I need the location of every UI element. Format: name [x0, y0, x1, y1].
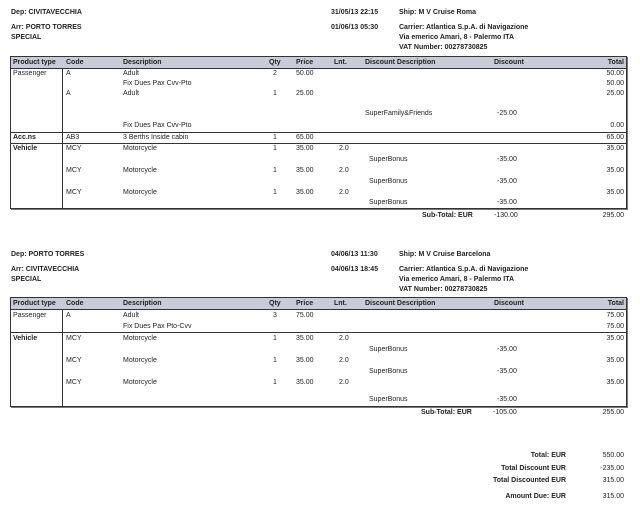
- qty: 1: [273, 189, 277, 196]
- col-discount: Discount: [494, 59, 524, 66]
- subtotal-discount: -105.00: [493, 409, 517, 416]
- qty: 1: [273, 357, 277, 364]
- discount-description: SuperBonus: [369, 346, 408, 353]
- carrier: Carrier: Atlantica S.p.A. di Navigazione: [399, 24, 529, 31]
- discount: -35.00: [497, 396, 517, 403]
- arrival-port: Arr: CIVITAVECCHIA: [11, 266, 80, 273]
- col-discount-description: Discount Description: [365, 300, 436, 307]
- col-product-type: Product type: [13, 59, 56, 66]
- group-divider: [11, 332, 626, 333]
- ship-name: Ship: M V Cruise Barcelona: [399, 251, 491, 258]
- discount: -35.00: [497, 178, 517, 185]
- discount: -35.00: [497, 156, 517, 163]
- description: Motorcycle: [123, 189, 157, 196]
- departure-port: Dep: CIVITAVECCHIA: [11, 9, 82, 16]
- total: 35.00: [606, 357, 624, 364]
- length: 2.0: [339, 167, 349, 174]
- total-label: Total: EUR: [530, 452, 566, 459]
- subtotal-label: Sub-Total: EUR: [422, 212, 473, 219]
- code: A: [66, 90, 71, 97]
- description: Motorcycle: [123, 167, 157, 174]
- code: MCY: [66, 379, 82, 386]
- col-code: Code: [66, 300, 84, 307]
- discount-description: SuperBonus: [369, 396, 408, 403]
- price: 35.00: [296, 379, 314, 386]
- col-total: Total: [607, 59, 624, 66]
- col-code: Code: [66, 59, 84, 66]
- discount-description: SuperBonus: [369, 178, 408, 185]
- items-table: [10, 56, 627, 209]
- discount-description: SuperBonus: [369, 199, 408, 206]
- departure-port: Dep: PORTO TORRES: [11, 251, 85, 258]
- code: MCY: [66, 189, 82, 196]
- price: 50.00: [296, 70, 314, 77]
- table-header: [11, 298, 626, 310]
- product-type: Vehicle: [13, 335, 38, 342]
- total: 0.00: [610, 122, 624, 129]
- price: 35.00: [296, 167, 314, 174]
- discount: -25.00: [497, 110, 517, 117]
- discount-description: SuperBonus: [369, 156, 408, 163]
- column-divider: [62, 69, 63, 208]
- amount-due-value: 315.00: [602, 493, 624, 500]
- qty: 1: [273, 379, 277, 386]
- qty: 1: [273, 90, 277, 97]
- description: Adult: [123, 312, 139, 319]
- description: Adult: [123, 70, 139, 77]
- length: 2.0: [339, 145, 349, 152]
- ship-name: Ship: M V Cruise Roma: [399, 9, 477, 16]
- length: 2.0: [339, 335, 349, 342]
- arrival-time: 01/06/13 05:30: [331, 24, 379, 31]
- qty: 1: [273, 167, 277, 174]
- description: Fix Dues Pax Pto-Cvv: [123, 323, 192, 330]
- price: 35.00: [296, 189, 314, 196]
- product-type: Vehicle: [13, 145, 38, 152]
- discount: -35.00: [497, 199, 517, 206]
- description: 3 Berths Inside cabin: [123, 134, 189, 141]
- col-total: Total: [607, 300, 624, 307]
- description: Motorcycle: [123, 379, 157, 386]
- price: 75.00: [296, 312, 314, 319]
- arrival-time: 04/06/13 18:45: [331, 266, 379, 273]
- price: 35.00: [296, 335, 314, 342]
- qty: 2: [273, 70, 277, 77]
- code: AB3: [66, 134, 80, 141]
- total: 50.00: [606, 70, 624, 77]
- product-type: Acc.ns: [13, 134, 36, 141]
- total-value: 550.00: [602, 452, 624, 459]
- qty: 1: [273, 134, 277, 141]
- price: 35.00: [296, 357, 314, 364]
- description: Motorcycle: [123, 357, 157, 364]
- total: 75.00: [606, 323, 624, 330]
- total: 35.00: [606, 335, 624, 342]
- col-price: Price: [296, 59, 314, 66]
- description: Motorcycle: [123, 335, 157, 342]
- table-header: [11, 57, 626, 69]
- product-type: Passenger: [13, 312, 47, 319]
- price: 25.00: [296, 90, 314, 97]
- qty: 1: [273, 335, 277, 342]
- col-discount-description: Discount Description: [365, 59, 436, 66]
- group-divider: [11, 132, 626, 133]
- discount: -35.00: [497, 346, 517, 353]
- fare-type: SPECIAL: [11, 276, 42, 283]
- discount-description: SuperBonus: [369, 368, 408, 375]
- col-discount: Discount: [494, 300, 524, 307]
- carrier-address: Via emerico Amari, 8 - Palermo ITA: [399, 276, 515, 283]
- price: 35.00: [296, 145, 314, 152]
- code: MCY: [66, 357, 82, 364]
- carrier: Carrier: Atlantica S.p.A. di Navigazione: [399, 266, 529, 273]
- qty: 3: [273, 312, 277, 319]
- price: 65.00: [296, 134, 314, 141]
- description: Fix Dues Pax Cvv-Pto: [123, 80, 192, 87]
- column-divider: [62, 310, 63, 406]
- discount: -35.00: [497, 368, 517, 375]
- total: 35.00: [606, 379, 624, 386]
- total-discount-label: Total Discount EUR: [501, 465, 566, 472]
- departure-time: 04/06/13 11:30: [331, 251, 378, 258]
- subtotal-discount: -130.00: [494, 212, 518, 219]
- length: 2.0: [339, 189, 349, 196]
- description: Adult: [123, 90, 139, 97]
- total: 50.00: [606, 80, 624, 87]
- total: 35.00: [606, 189, 624, 196]
- total-discount-value: -235.00: [600, 465, 624, 472]
- col-lnt: Lnt.: [334, 300, 347, 307]
- col-product-type: Product type: [13, 300, 56, 307]
- group-divider: [11, 143, 626, 144]
- total: 25.00: [606, 90, 624, 97]
- length: 2.0: [339, 379, 349, 386]
- vat-number: VAT Number: 00278730825: [399, 44, 488, 51]
- carrier-address: Via emerico Amari, 8 - Palermo ITA: [399, 34, 515, 41]
- amount-due-label: Amount Due: EUR: [505, 493, 566, 500]
- code: A: [66, 312, 71, 319]
- description: Motorcycle: [123, 145, 157, 152]
- discount-description: SuperFamily&Friends: [365, 110, 433, 117]
- arrival-port: Arr: PORTO TORRES: [11, 24, 82, 31]
- col-description: Description: [123, 300, 162, 307]
- col-qty: Qty: [269, 59, 281, 66]
- vat-number: VAT Number: 00278730825: [399, 286, 488, 293]
- qty: 1: [273, 145, 277, 152]
- length: 2.0: [339, 357, 349, 364]
- col-qty: Qty: [269, 300, 281, 307]
- code: A: [66, 70, 71, 77]
- subtotal-label: Sub-Total: EUR: [421, 409, 472, 416]
- code: MCY: [66, 167, 82, 174]
- description: Fix Dues Pax Cvv-Pto: [123, 122, 192, 129]
- col-price: Price: [296, 300, 314, 307]
- fare-type: SPECIAL: [11, 34, 42, 41]
- total: 75.00: [606, 312, 624, 319]
- total-discounted-label: Total Discounted EUR: [493, 477, 566, 484]
- total: 35.00: [606, 145, 624, 152]
- departure-time: 31/05/13 22:15: [331, 9, 379, 16]
- total: 65.00: [606, 134, 624, 141]
- subtotal-total: 255.00: [602, 409, 624, 416]
- subtotal-total: 295.00: [602, 212, 624, 219]
- code: MCY: [66, 335, 82, 342]
- col-lnt: Lnt.: [334, 59, 347, 66]
- code: MCY: [66, 145, 82, 152]
- total-discounted-value: 315.00: [602, 477, 624, 484]
- product-type: Passenger: [13, 70, 47, 77]
- total: 35.00: [606, 167, 624, 174]
- col-description: Description: [123, 59, 162, 66]
- items-table: [10, 297, 627, 407]
